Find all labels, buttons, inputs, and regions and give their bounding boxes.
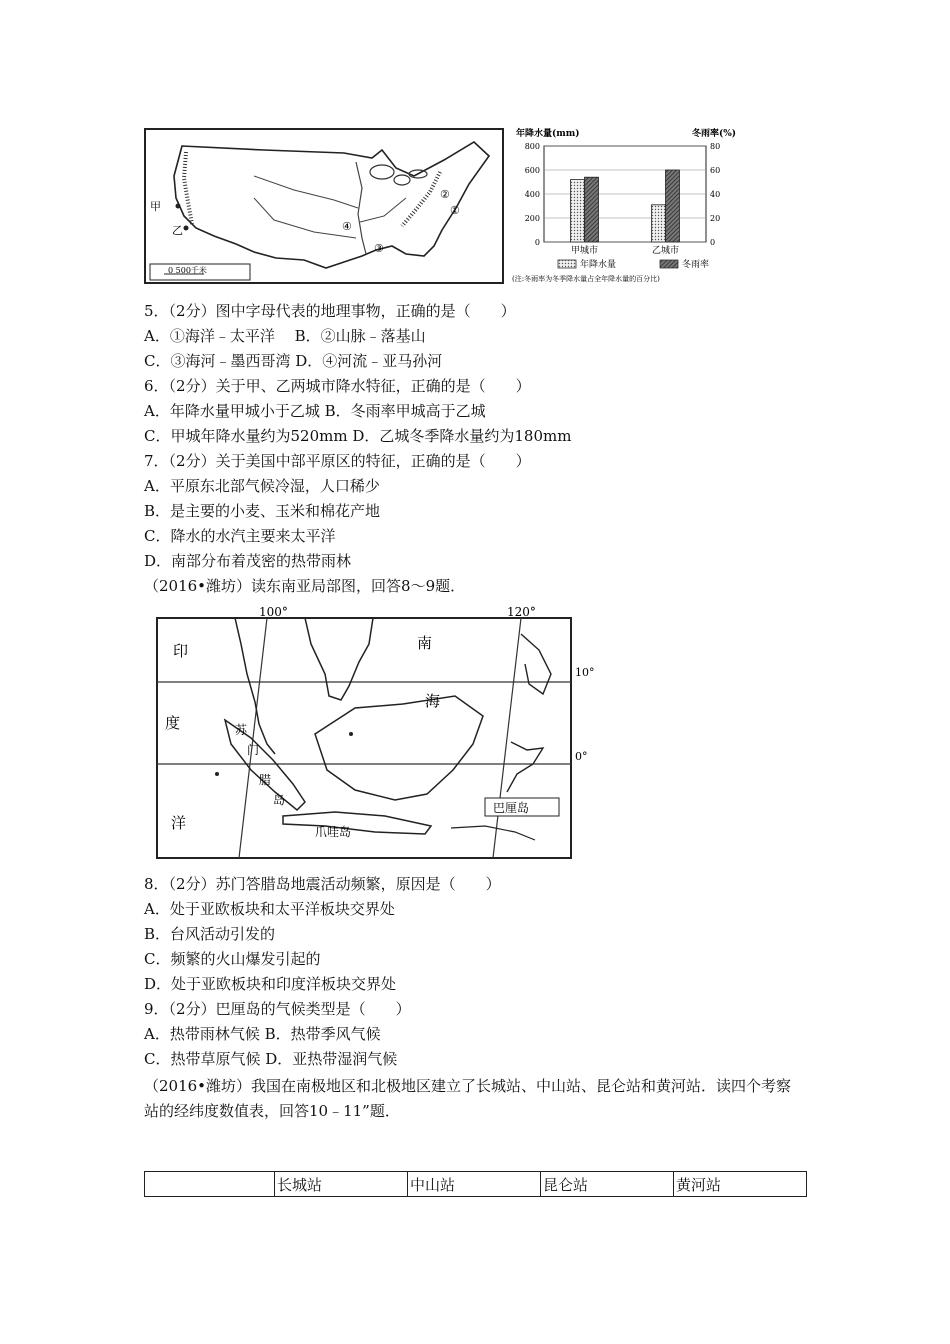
q8-option-c: C．频繁的火山爆发引起的 — [144, 950, 321, 968]
q9-stem: 9．（2分）巴厘岛的气候类型是（ ） — [144, 1000, 411, 1018]
q6-stem: 6．（2分）关于甲、乙两城市降水特征，正确的是（ ） — [144, 377, 531, 395]
q7-option-b: B．是主要的小麦、玉米和棉花产地 — [144, 502, 381, 520]
category-label: 乙城市 — [651, 246, 680, 256]
q5-options-ab: A．①海洋﹣太平洋 B．②山脉﹣落基山 — [144, 327, 426, 345]
bar-annual — [652, 205, 666, 242]
q7-option-c: C．降水的水汽主要来太平洋 — [144, 527, 336, 545]
left-tick-label: 200 — [524, 214, 540, 223]
label-4: ④ — [342, 220, 352, 233]
q6-options-ab: A．年降水量甲城小于乙城 B．冬雨率甲城高于乙城 — [144, 402, 486, 420]
left-axis-title: 年降水量(mm) — [516, 129, 580, 139]
precipitation-chart — [510, 124, 760, 290]
category-label: 甲城市 — [570, 246, 599, 256]
table-row — [145, 1172, 807, 1197]
lat-0-label: 0° — [575, 750, 588, 763]
label-1: ① — [450, 204, 460, 217]
bar-annual — [571, 180, 585, 242]
q7-stem: 7．（2分）关于美国中部平原区的特征，正确的是（ ） — [144, 452, 531, 470]
chart-note: (注:冬雨率为冬季降水量占全年降水量的百分比) — [512, 275, 660, 283]
left-tick-label: 400 — [524, 190, 540, 199]
bar-winter — [585, 177, 599, 242]
q8-option-b: B．台风活动引发的 — [144, 925, 276, 943]
label-jia: 甲 — [150, 200, 161, 213]
label-3: ③ — [374, 242, 384, 255]
lon-120-label: 120° — [507, 605, 536, 619]
q8-option-a: A．处于亚欧板块和太平洋板块交界处 — [144, 900, 395, 918]
label-la: 腊 — [259, 773, 272, 787]
right-tick-label: 40 — [710, 190, 721, 199]
q8-option-d: D．处于亚欧板块和印度洋板块交界处 — [144, 975, 397, 993]
legend-winter: 冬雨率 — [682, 260, 710, 270]
southeast-asia-map — [155, 604, 610, 862]
label-yi: 乙 — [172, 224, 183, 237]
q8-stem: 8．（2分）苏门答腊岛地震活动频繁，原因是（ ） — [144, 875, 501, 893]
label-2: ② — [440, 188, 450, 201]
left-tick-label: 600 — [524, 166, 540, 175]
intro-10-11: （2016•潍坊）我国在南极地区和北极地区建立了长城站、中山站、昆仑站和黄河站．读四个考察站的经纬度数值表，回答10﹣11”题． — [144, 1077, 792, 1120]
label-hai: 海 — [425, 692, 441, 710]
label-du: 度 — [165, 714, 181, 732]
label-nan: 南 — [417, 634, 433, 652]
station-table — [144, 1171, 807, 1197]
label-yin: 印 — [173, 642, 189, 660]
label-dao: 岛 — [273, 793, 286, 807]
label-java: 爪哇岛 — [315, 825, 352, 839]
q5-options-cd: C．③海河﹣墨西哥湾 D．④河流﹣亚马孙河 — [144, 352, 443, 370]
scale-bar: 0 500千米 — [168, 266, 207, 275]
right-axis-title: 冬雨率(%) — [692, 129, 737, 139]
table-header-cell: 长城站 — [275, 1172, 408, 1197]
table-header-cell — [145, 1172, 275, 1197]
lat-10-label: 10° — [575, 666, 595, 679]
q9-options-cd: C．热带草原气候 D．亚热带湿润气候 — [144, 1050, 398, 1068]
q5-stem: 5．（2分）图中字母代表的地理事物，正确的是（ ） — [144, 302, 516, 320]
lon-100-label: 100° — [259, 605, 288, 619]
table-header-cell: 中山站 — [408, 1172, 541, 1197]
right-tick-label: 20 — [710, 214, 721, 223]
label-men: 门 — [247, 743, 260, 757]
label-yang: 洋 — [171, 814, 187, 832]
left-tick-label: 0 — [534, 238, 540, 247]
q9-options-ab: A．热带雨林气候 B．热带季风气候 — [144, 1025, 381, 1043]
right-tick-label: 60 — [710, 166, 721, 175]
q7-option-a: A．平原东北部气候冷湿，人口稀少 — [144, 477, 380, 495]
table-header-cell: 昆仑站 — [541, 1172, 674, 1197]
legend-annual: 年降水量 — [580, 260, 617, 270]
right-tick-label: 80 — [710, 142, 721, 151]
bar-winter — [666, 170, 680, 242]
table-header-cell: 黄河站 — [674, 1172, 807, 1197]
left-tick-label: 800 — [524, 142, 540, 151]
usa-map — [144, 128, 504, 284]
intro-8-9: （2016•潍坊）读东南亚局部图，回答8～9题． — [144, 577, 466, 595]
right-tick-label: 0 — [710, 238, 716, 247]
label-bali: 巴厘岛 — [493, 801, 530, 815]
label-su: 苏 — [235, 723, 248, 737]
q7-option-d: D．南部分布着茂密的热带雨林 — [144, 552, 352, 570]
q6-options-cd: C．甲城年降水量约为520mm D．乙城冬季降水量约为180mm — [144, 427, 572, 445]
